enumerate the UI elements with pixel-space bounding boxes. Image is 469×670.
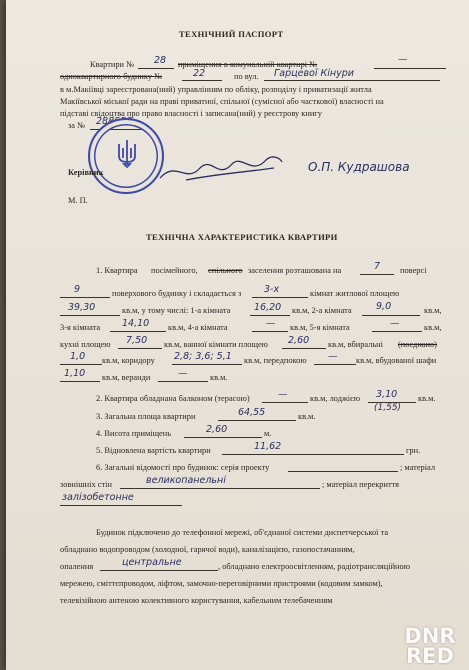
- underline: [314, 364, 356, 365]
- s1-l3c: кв.м,: [424, 306, 442, 315]
- s3-b: кв.м.: [298, 412, 316, 421]
- ceiling-height: 2,60: [206, 424, 228, 435]
- register-number: 288553: [96, 116, 133, 127]
- veranda-area: —: [178, 368, 188, 379]
- p1-l4: Макіївської міської ради на праві приватної, спільної (сумісної або часткової) власності на: [60, 97, 384, 106]
- living-area: 39,30: [68, 302, 96, 313]
- s1-l5a: кухні площею: [60, 340, 111, 349]
- room4-area: —: [266, 318, 276, 329]
- underline: [218, 420, 296, 421]
- floor-slab-material: залізобетонне: [62, 492, 134, 503]
- mp-label: М. П.: [68, 196, 88, 205]
- trident-icon: [116, 138, 138, 172]
- p1-l6a: за №: [68, 121, 86, 130]
- underline: [252, 297, 308, 298]
- official-stamp: [88, 118, 164, 194]
- s2-a: 2. Квартира обладнана балконом (терасою): [96, 394, 250, 403]
- heating-type: центральне: [122, 557, 182, 568]
- s1-l6b: кв.м, передпокою: [244, 356, 307, 365]
- loggia-area: 3,10: [376, 389, 398, 400]
- room5-area: —: [390, 318, 400, 329]
- watermark-line1: DNR: [404, 624, 456, 648]
- p1-l1a: Квартири №: [90, 60, 135, 69]
- underline: [60, 505, 182, 506]
- s4-a: 4. Висота приміщень: [96, 429, 172, 438]
- document-page: [6, 0, 469, 670]
- wall-material: великопанельні: [146, 475, 226, 486]
- balcony-area: —: [278, 389, 288, 400]
- p1-l2b: по вул.: [234, 72, 259, 81]
- s1-l5d: (поєднано): [398, 340, 437, 349]
- underline: [118, 348, 162, 349]
- p1-l5: підставі свідоцтва про право власності і записана(ний) у реєстрову книгу: [60, 109, 322, 118]
- bath-area: 2,60: [288, 335, 310, 346]
- section-title: ТЕХНІЧНА ХАРАКТЕРИСТИКА КВАРТИРИ: [146, 232, 338, 242]
- s1-l4d: кв.м,: [424, 323, 442, 332]
- underline: [222, 454, 404, 455]
- kitchen-area: 7,50: [126, 335, 148, 346]
- p-l4: мережею, сміттєпроводом, ліфтом, замочно-переговірними пристроями (кодовим замком),: [60, 579, 383, 588]
- underline: [60, 381, 100, 382]
- p1-l2a-text: одноквартирного будинку №: [60, 72, 163, 81]
- underline: [264, 80, 440, 81]
- p-l5: телевізійною антеною колективного користування, кабельним телебаченням: [60, 596, 333, 605]
- total-area: 64,55: [238, 407, 266, 418]
- underline: [362, 315, 420, 316]
- underline: [60, 315, 120, 316]
- s1-l4c: кв.м, 5-я кімната: [290, 323, 350, 332]
- watermark-logo: [397, 626, 463, 666]
- underline: [138, 68, 174, 69]
- s5-b: грн.: [406, 446, 421, 455]
- s1-l5b: кв.м, ванної кімнати площею: [164, 340, 268, 349]
- s2-c: кв.м.: [418, 394, 436, 403]
- s5-a: 5. Відновлена вартість квартири: [96, 446, 211, 455]
- s1-l5c: кв.м, вбиральні: [328, 340, 383, 349]
- underline: [110, 331, 166, 332]
- underline: [120, 488, 320, 489]
- room1-area: 16,20: [254, 302, 282, 313]
- corridor-area: 2,8; 3,6; 5,1: [174, 351, 232, 362]
- s6-l2b: ; матеріал перекриття: [322, 480, 400, 489]
- s1-l4b: кв.м, 4-а кімната: [168, 323, 228, 332]
- underline: [360, 274, 394, 275]
- s1-l2a: поверхового будинку і складається з: [112, 289, 242, 298]
- s1-l1d: заселення розташована на: [248, 266, 342, 275]
- s1-l3a: кв.м, у тому числі: 1-а кімната: [122, 306, 231, 315]
- p1-l2a: [60, 72, 162, 82]
- underline: [288, 471, 398, 472]
- underline: [372, 331, 422, 332]
- floors-total: 9: [74, 284, 81, 295]
- s1-l7a: кв.м, веранди: [102, 373, 151, 382]
- watermark-line2: RED: [406, 644, 454, 668]
- underline: [100, 570, 218, 571]
- underline: [60, 364, 102, 365]
- apartment-number: 28: [154, 55, 167, 66]
- underline: [252, 331, 288, 332]
- underline: [374, 68, 446, 69]
- p1-l3: в м.Макіївці зареєстрована(ний) управлінням по обліку, розподілу і приватизації житла: [60, 85, 372, 94]
- p-l2: обладнано водопроводом (холодної, гарячої води), каналізацією, газопостачанням,: [60, 545, 355, 554]
- underline: [262, 402, 308, 403]
- s1-l6a: кв.м, коридору: [102, 356, 155, 365]
- underline: [184, 437, 262, 438]
- underline: [182, 80, 222, 81]
- s1-l1e: поверсі: [400, 266, 427, 275]
- hall-area: —: [328, 351, 338, 362]
- s1-l1c: спільного: [208, 266, 243, 275]
- signer-name: О.П. Кудрашова: [308, 160, 410, 174]
- s2-b: кв.м, лоджією: [310, 394, 360, 403]
- s4-b: м.: [264, 429, 272, 438]
- s1-l1b: посімейного,: [151, 266, 198, 275]
- street-name: Гарцевої Кінури: [274, 68, 354, 79]
- floor-value: 7: [374, 261, 381, 272]
- s1-l3b: кв.м, 2-а кімната: [292, 306, 352, 315]
- communal-number: —: [398, 54, 408, 65]
- p-l1: Будинок підключено до телефонної мережі, об'єднаної системи диспетчерської та: [96, 528, 389, 537]
- s3-a: 3. Загальна площа квартири: [96, 412, 196, 421]
- s1-l7b: кв.м.: [210, 373, 228, 382]
- loggia-note: (1,55): [374, 403, 402, 413]
- s1-l4a: 3-я кімната: [60, 323, 101, 332]
- s1-l6c: кв.м, вбудованої шафи: [356, 356, 437, 365]
- s1-l1a: 1. Квартира: [96, 266, 138, 275]
- s6-l1b: ; матеріал: [400, 463, 436, 472]
- signer-label: Керівник: [68, 168, 104, 177]
- restored-cost: 11,62: [254, 441, 282, 452]
- room2-area: 9,0: [376, 301, 392, 312]
- underline: [282, 348, 326, 349]
- p-l3a: опалення: [60, 562, 94, 571]
- s6-l1a: 6. Загальні відомості про будинок: серія проекту: [96, 463, 270, 472]
- s1-l2b: кімнат житлової площею: [310, 289, 400, 298]
- house-number: 22: [193, 68, 206, 79]
- s6-l2a: зовнішніх стін: [60, 480, 112, 489]
- underline: [172, 364, 242, 365]
- underline: [158, 381, 208, 382]
- p1-l1b: приміщення в комунальній квартирі №: [178, 60, 318, 69]
- underline: [60, 297, 110, 298]
- doc-title: ТЕХНІЧНИЙ ПАСПОРТ: [179, 29, 284, 39]
- closet-area: 1,10: [64, 368, 86, 379]
- signature: [156, 150, 286, 190]
- room3-area: 14,10: [122, 318, 150, 329]
- underline: [250, 315, 290, 316]
- toilet-area: 1,0: [70, 351, 86, 362]
- rooms-count: 3-х: [264, 284, 280, 295]
- p-l3b: , обладнано електроосвітленням, радіотрансляційною: [218, 562, 410, 571]
